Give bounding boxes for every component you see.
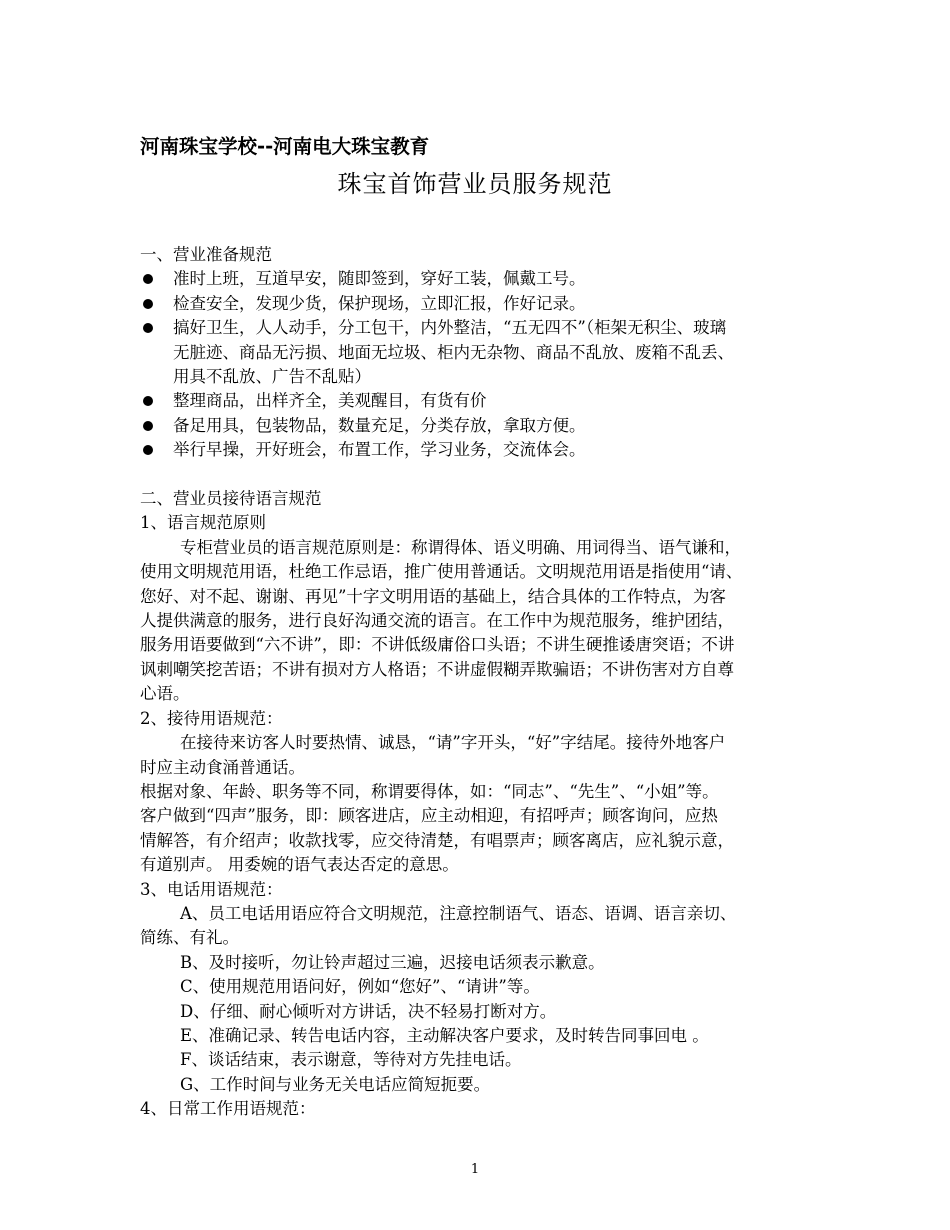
bullet-dot-icon (143, 274, 153, 284)
phone-rule-item: E、准确记录、转告电话内容，主动解决客户要求，及时转告同事回电 。 (180, 1025, 709, 1045)
subsection-heading: 4、日常工作用语规范： (140, 1099, 316, 1119)
phone-rule-item: A、员工电话用语应符合文明规范，注意控制语气、语态、语调、语言亲切、 (180, 903, 737, 923)
subsection-heading: 3、电话用语规范： (140, 879, 283, 899)
document-body (140, 243, 815, 1122)
phone-rule-item-continued: 简练、有礼。 (140, 928, 239, 948)
phone-rule-list (140, 902, 815, 1097)
bullet-dot-icon (143, 323, 153, 333)
document-header: 河南珠宝学校--河南电大珠宝教育 (140, 135, 430, 158)
bullet-dot-icon (143, 299, 153, 309)
bullet-item: 搞好卫生，人人动手，分工包干，内外整洁，“五无四不”（柜架无积尘、玻璃 无脏迹、商品无污损、地面无垃圾、柜内无杂物、商品不乱放、废箱不乱丢、 用具不乱放、广告不乱贴） (140, 316, 815, 389)
bullet-dot-icon (143, 396, 153, 406)
spacer (140, 463, 815, 487)
phone-rule-item: B、及时接听，勿让铃声超过三遍，迟接电话须表示歉意。 (180, 952, 605, 972)
bullet-item: 备足用具，包装物品，数量充足，分类存放，拿取方便。 (140, 414, 815, 438)
document-title: 珠宝首饰营业员服务规范 (337, 170, 613, 198)
bullet-item: 整理商品，出样齐全，美观醒目，有货有价 (140, 389, 815, 413)
bullet-item: 准时上班，互道早安，随即签到，穿好工装，佩戴工号。 (140, 267, 815, 291)
bullet-item: 检查安全，发现少货，保护现场，立即汇报，作好记录。 (140, 292, 815, 316)
paragraph: 在接待来访客人时要热情、诚恳，“请”字开头，“好”字结尾。接待外地客户 时应主动食涌普通话。 根据对象、年龄、职务等不同，称谓要得体，如：“同志”、“先生”、“小姐”等。 客户做到“四声”服务，即：顾客进店，应主动相迎，有招呼声；顾客询问，应热 情解答，有介绍声；收款找零，应交待清楚，有唱票声；顾客离店，应礼貌示意， 有道别声。 用委婉的语气表达否定的意思。 (140, 733, 734, 875)
phone-rule-item: G、工作时间与业务无关电话应简短扼要。 (180, 1074, 491, 1094)
section-heading: 二、营业员接待语言规范 (140, 489, 322, 509)
bullet-dot-icon (143, 445, 153, 455)
phone-rule-item: D、仔细、耐心倾听对方讲话，决不轻易打断对方。 (180, 1001, 557, 1021)
paragraph: 专柜营业员的语言规范原则是：称谓得体、语义明确、用词得当、语气谦和， 使用文明规范用语，杜绝工作忌语，推广使用普通话。文明规范用语是指使用“请、 您好、对不起、谢谢、再见”十字文明用语的基础上，结合具体的工作特点，为客 人提供满意的服务，进行良好沟通交流的语言。在工作中为规范服务，维护团结， 服务用语要做到“六不讲”，即：不讲低级庸俗口头语；不讲生硬推诿唐突语；不讲 讽刺嘲笑挖苦语；不讲有损对方人格语；不讲虚假糊弄欺骗语；不讲伤害对方自尊 心语。 (140, 537, 743, 704)
bullet-dot-icon (143, 421, 153, 431)
subsection-heading: 2、接待用语规范： (140, 708, 283, 728)
phone-rule-item: C、使用规范用语问好，例如“您好”、“请讲”等。 (180, 977, 540, 997)
page-number: 1 (470, 1162, 480, 1177)
phone-rule-item: F、谈话结束，表示谢意，等待对方先挂电话。 (180, 1050, 522, 1070)
section-heading: 一、营业准备规范 (140, 245, 272, 264)
subsection-heading: 1、语言规范原则 (140, 513, 266, 533)
bullet-item: 举行早操，开好班会，布置工作，学习业务，交流体会。 (140, 438, 815, 462)
